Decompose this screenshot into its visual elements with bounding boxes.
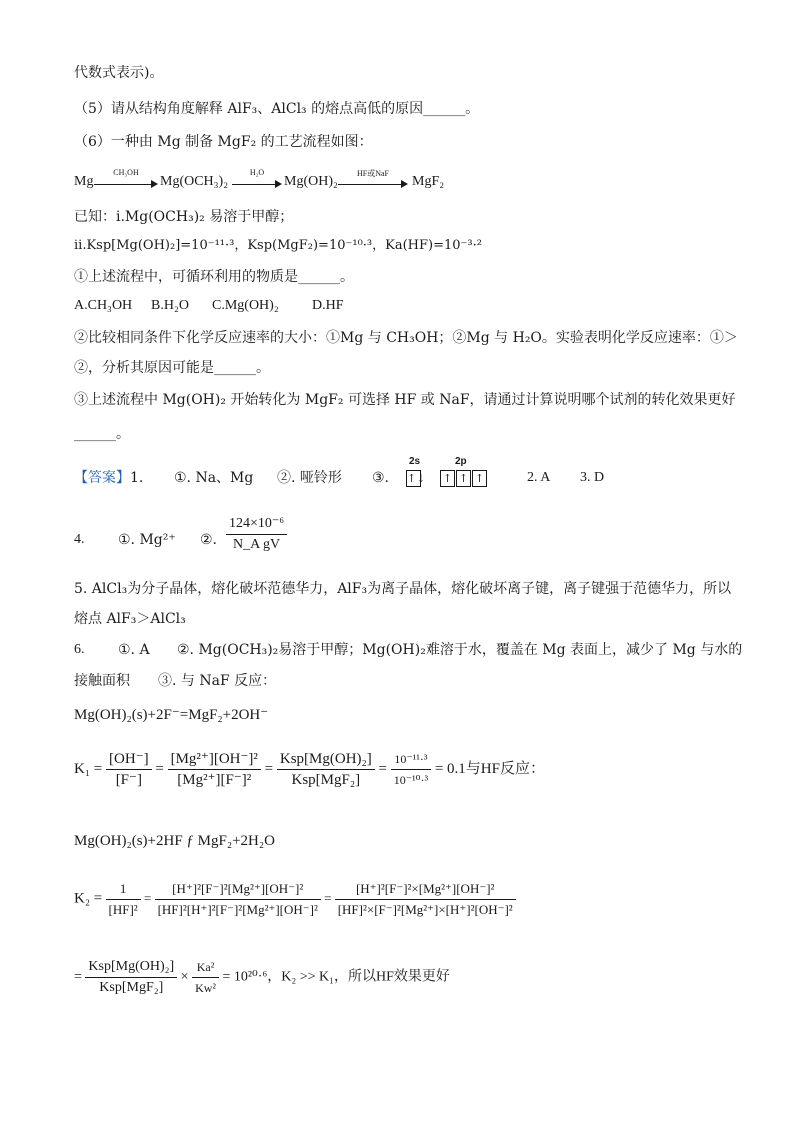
flow-species-mg-och3: Mg(OCH₃)₂ [160, 174, 229, 189]
orbital-box-2p: ↑ [440, 470, 455, 487]
fraction-numerator: Ka² [196, 960, 215, 974]
answer-2: 2. A [527, 470, 551, 485]
flow-reagent-label: CH₃OH [113, 168, 139, 177]
fraction-denominator: [HF]²[H⁺]²[F⁻]²[Mg²⁺][OH⁻]² [155, 899, 321, 919]
fraction-denominator: [HF]² [106, 899, 141, 919]
answer-6-line-2: 接触面积 [74, 673, 130, 689]
k1-expression: K₁ = $\frac{[OH^-]}{[F^-]}$ = $\frac{\text{[Mg²⁺][OH⁻]²}}{\text{[Mg²⁺][F⁻]²}}$ = $\frac{\text{Ksp[Mg(OH)₂]}}{\text{Ksp[MgF₂]}}$ = $\frac{\text{10⁻¹¹·³}}{\text{10⁻¹⁰·³}}$ = 0.1与HF反应： [74, 751, 545, 788]
fraction-denominator: N_A gV [226, 534, 287, 554]
fraction-denominator: 10⁻¹⁰·³ [391, 769, 431, 789]
flow-species-mgf2: MgF₂ [412, 174, 445, 189]
option-b: B.H₂O [151, 298, 189, 313]
fraction-numerator: Ksp[Mg(OH)₂] [279, 751, 372, 767]
sub-question-2: ②比较相同条件下化学反应速率的大小：①Mg 与 CH₃OH；②Mg 与 H₂O。实验表明化学反应速率：①＞ [74, 330, 738, 346]
answer-6-part-3: ③. 与 NaF 反应： [158, 673, 277, 689]
flow-arrow-3 [338, 169, 408, 192]
flow-arrow-1 [94, 168, 158, 192]
fraction-denominator: [HF]²×[F⁻]²[Mg²⁺]×[H⁺]²[OH⁻]² [335, 899, 516, 919]
orbital-label-2s: 2s [409, 456, 421, 467]
fraction-denominator: Ksp[MgF₂] [277, 769, 375, 789]
fraction-numerator: [OH⁻] [109, 751, 149, 767]
k2-expression: K₂ = $\frac{1}{\text{[HF]²}}$ = $\frac{\text{[H⁺]²[F⁻]²[Mg²⁺][OH⁻]²}}{\text{[HF]²[H⁺]²[F⁻]²[Mg²⁺][OH⁻]²}}$ = $\frac{\text{[H⁺]²[F⁻]²×[Mg²⁺][OH⁻]²}}{\text{[HF]²×[F⁻]²[Mg²⁺]×[H⁺]²[OH⁻]²}}$ [74, 880, 516, 919]
flow-arrow-2 [232, 168, 282, 192]
k1-result: = 0.1与HF反应： [434, 760, 545, 777]
sub-question-1: ①上述流程中，可循环利用的物质是______。 [74, 269, 354, 285]
answer-5-cont: 熔点 AlF₃＞AlCl₃ [74, 611, 186, 627]
answer-5: 5. AlCl₃为分子晶体，熔化破坏范德华力，AlF₃为离子晶体，熔化破坏离子键，离子键强于范德华力，所以 [74, 581, 732, 597]
k1-label: K₁ = [74, 760, 103, 777]
flow-species-mg-oh2: Mg(OH)₂ [284, 174, 338, 189]
answer-1-part-1: ①. Na、Mg [174, 470, 254, 486]
text-line: 代数式表示)。 [74, 65, 164, 81]
flow-species-mg: Mg [74, 174, 94, 189]
answer-1-number: 1. [130, 470, 144, 486]
answer-4-part-2: ②. [200, 532, 218, 548]
orbital-box-2p: ↑ [472, 470, 487, 487]
k2-final-expression: = $\frac{\text{Ksp[Mg(OH)₂]}}{\text{Ksp[MgF₂]}}$ × $\frac{\text{Ka²}}{\text{Kw²}}$ = 10²⁰·⁶，K₂ >> K₁，所以HF效果更好 [74, 959, 450, 995]
answer-4-part-1: ①. Mg²⁺ [118, 532, 176, 548]
fraction-denominator: [F⁻] [106, 769, 152, 789]
option-c: C.Mg(OH)₂ [212, 298, 279, 313]
option-a: A.CH₃OH [74, 298, 133, 313]
fraction-numerator: [H⁺]²[F⁻]²×[Mg²⁺][OH⁻]² [355, 881, 495, 896]
question-6: （6）一种由 Mg 制备 MgF₂ 的工艺流程如图： [74, 134, 373, 150]
answer-6-part-2: ②. Mg(OCH₃)₂易溶于甲醇；Mg(OH)₂难溶于水，覆盖在 Mg 表面上，减少了 Mg 与水的 [177, 642, 743, 658]
equation-naf: Mg(OH)₂(s)+2F⁻=MgF₂+2OH⁻ [74, 707, 269, 723]
arrow-head-icon [401, 180, 408, 188]
answer-3: 3. D [580, 470, 605, 485]
fraction-numerator: [H⁺]²[F⁻]²[Mg²⁺][OH⁻]² [172, 881, 304, 896]
flow-reagent-label: H₂O [249, 168, 265, 177]
orbital-diagram [404, 456, 494, 492]
k2-result: = 10²⁰·⁶，K₂ >> K₁，所以HF效果更好 [222, 969, 450, 985]
orbital-label-2p: 2p [455, 456, 467, 467]
fraction-numerator: 124×10⁻⁶ [229, 516, 285, 531]
answer-6-part-1: ①. A [118, 642, 150, 658]
arrow-head-icon [275, 180, 282, 188]
answer-tag: 【答案】 [74, 470, 130, 486]
flow-reagent-label: HF或NaF [356, 169, 389, 178]
orbital-box-2s: ↑↓ [407, 472, 426, 485]
known-info-1: 已知：i.Mg(OCH₃)₂ 易溶于甲醇； [74, 209, 294, 225]
answer-4-number: 4. [74, 532, 85, 547]
fraction-denominator: Kw² [192, 977, 219, 997]
sub-question-2-cont: ②，分析其原因可能是______。 [74, 360, 270, 376]
sub-question-3-cont: ______。 [74, 426, 130, 442]
fraction-numerator: 10⁻¹¹·³ [394, 752, 428, 766]
answer-1-part-3: ③. [372, 470, 390, 486]
process-flow-diagram [74, 166, 494, 202]
question-5: （5）请从结构角度解释 AlF₃、AlCl₃ 的熔点高低的原因______。 [74, 101, 480, 117]
fraction-numerator: Ksp[Mg(OH)₂] [88, 959, 175, 974]
answer-line-1 [74, 469, 143, 487]
k2-label: K₂ = [74, 890, 103, 907]
fraction-numerator: 1 [119, 881, 127, 896]
answer-6-number: 6. [74, 642, 85, 657]
arrow-head-icon [151, 180, 158, 188]
fraction-numerator: [Mg²⁺][OH⁻]² [170, 751, 258, 767]
known-info-2: ii.Ksp[Mg(OH)₂]=10⁻¹¹·³，Ksp(MgF₂)=10⁻¹⁰·³，Ka(HF)=10⁻³·² [74, 238, 482, 253]
option-d: D.HF [312, 298, 344, 313]
fraction-denominator: [Mg²⁺][F⁻]² [168, 769, 261, 789]
sub-question-3: ③上述流程中 Mg(OH)₂ 开始转化为 MgF₂ 可选择 HF 或 NaF，请通过计算说明哪个试剂的转化效果更好 [74, 392, 736, 408]
answer-4-fraction [226, 515, 287, 554]
equation-hf: Mg(OH)₂(s)+2HF ƒ MgF₂+2H₂O [74, 833, 275, 849]
answer-1-part-2: ②. 哑铃形 [277, 470, 342, 486]
fraction-denominator: Ksp[MgF₂] [85, 977, 177, 997]
orbital-box-2p: ↑ [456, 470, 471, 487]
